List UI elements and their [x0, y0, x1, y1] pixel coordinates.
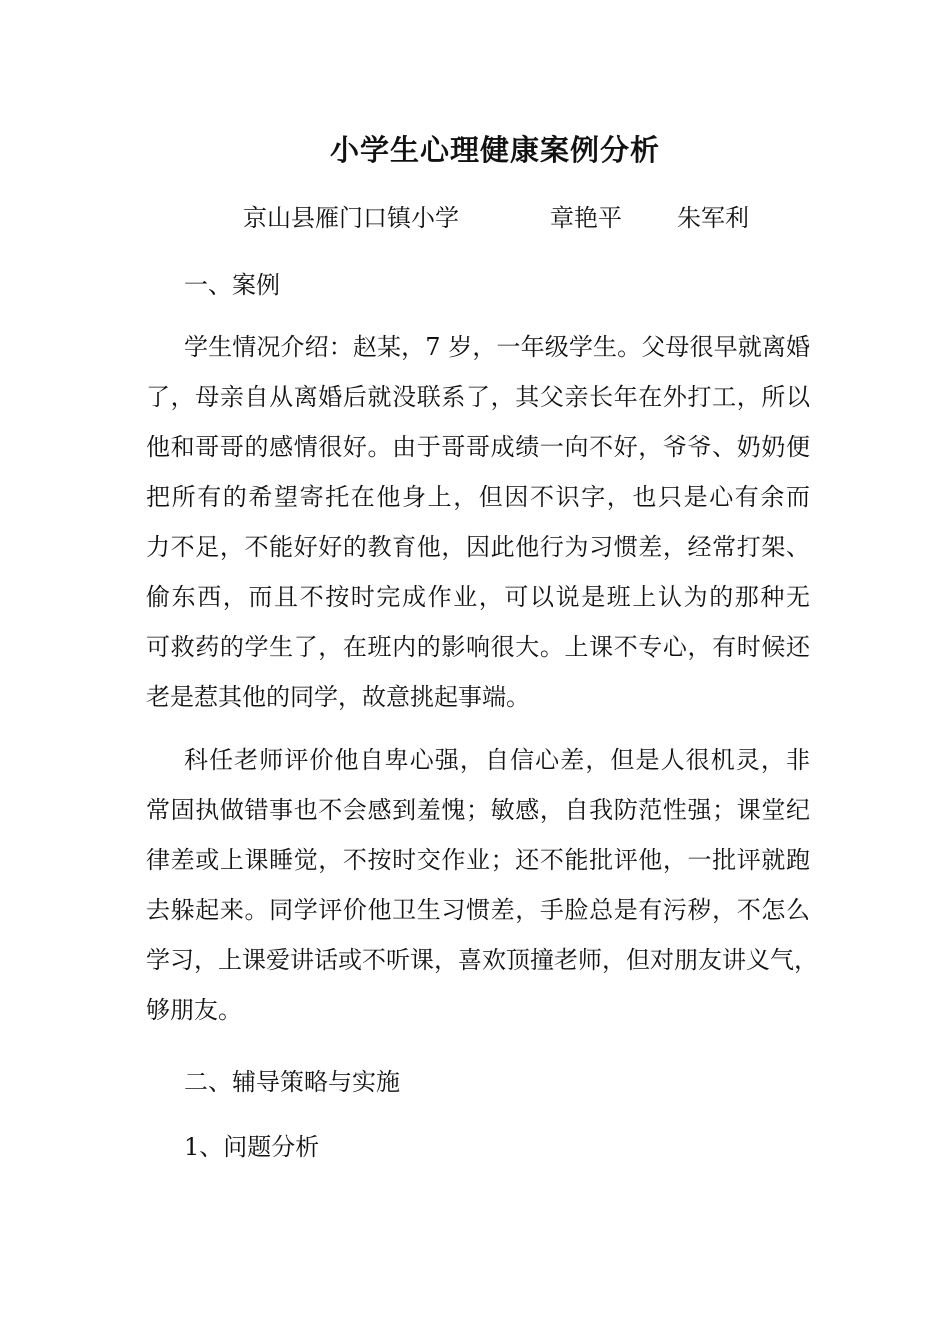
- paragraph-line: 把所有的希望寄托在他身上，但因不识字，也只是心有余而: [146, 483, 810, 511]
- paragraph-line: 了，母亲自从离婚后就没联系了，其父亲长年在外打工，所以: [146, 383, 810, 411]
- paragraph-line: 偷东西，而且不按时完成作业，可以说是班上认为的那种无: [146, 583, 810, 611]
- paragraph-student-intro: [146, 322, 810, 722]
- paragraph-line: 可救药的学生了，在班内的影响很大。上课不专心，有时候还: [146, 633, 810, 661]
- paragraph-line: 去躲起来。同学评价他卫生习惯差，手脸总是有污秽，不怎么: [146, 896, 810, 924]
- paragraph-evaluations: [146, 735, 818, 1035]
- paragraph-line: 学生情况介绍：赵某，7 岁，一年级学生。父母很早就离婚: [184, 333, 810, 361]
- paragraph-line: 力不足，不能好好的教育他，因此他行为习惯差，经常打架、: [146, 533, 810, 561]
- paragraph-line: 律差或上课睡觉，不按时交作业；还不能批评他，一批评就跑: [146, 846, 810, 874]
- byline: [243, 198, 749, 233]
- section-heading-strategy: 二、辅导策略与实施: [184, 1068, 400, 1096]
- subsection-heading-problem-analysis: 1、问题分析: [184, 1133, 320, 1161]
- paragraph-line: 够朋友。: [146, 996, 242, 1024]
- byline-author-2: 朱军利: [677, 204, 749, 232]
- byline-school: 京山县雁门口镇小学: [243, 204, 459, 232]
- paragraph-line: 老是惹其他的同学，故意挑起事端。: [146, 683, 530, 711]
- paragraph-line: 常固执做错事也不会感到羞愧；敏感，自我防范性强；课堂纪: [146, 796, 810, 824]
- paragraph-line: 他和哥哥的感情很好。由于哥哥成绩一向不好，爷爷、奶奶便: [146, 433, 810, 461]
- section-heading-case: 一、案例: [184, 271, 280, 299]
- paragraph-line: 学习，上课爱讲话或不听课，喜欢顶撞老师，但对朋友讲义气，: [146, 946, 818, 974]
- document-title: 小学生心理健康案例分析: [329, 133, 660, 167]
- paragraph-line: 科任老师评价他自卑心强，自信心差，但是人很机灵，非: [184, 746, 810, 774]
- byline-author-1: 章艳平: [550, 204, 622, 232]
